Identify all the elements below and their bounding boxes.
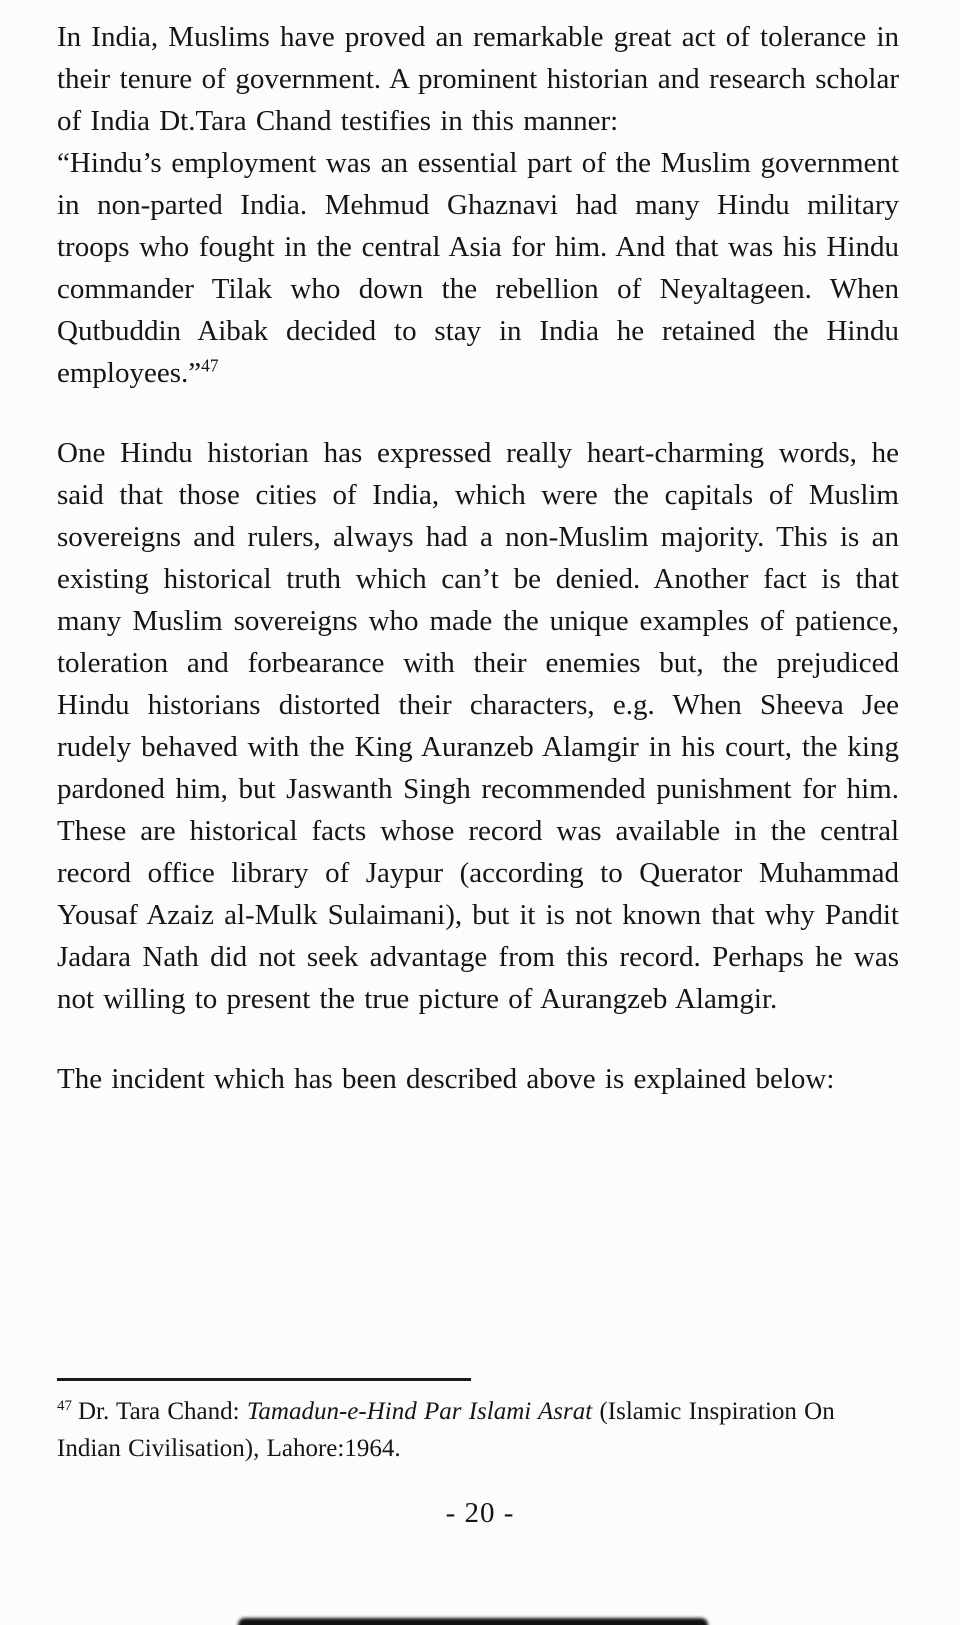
footnote-area — [57, 1378, 899, 1467]
quote-text: “Hindu’s employment was an essential part of the Muslim government in non-parted India. Mehmud Ghaznavi had many Hindu military troops who fought in the central Asia for him. And that was his Hindu commander Tilak who down the rebellion of Neyaltageen. When Qutbuddin Aibak decided to stay in India he retained the Hindu employees.” — [57, 147, 899, 389]
page-number: - 20 - — [445, 1497, 515, 1529]
paragraph-main: One Hindu historian has expressed really heart-charming words, he said that those cities of India, which were the capitals of Muslim sovereigns and rulers, always had a non-Muslim majority. This is an existing historical truth which can’t be denied. Another fact is that many Muslim sovereigns who made the unique examples of patience, toleration and forbearance with their enemies but, the prejudiced Hindu historians distorted their characters, e.g. When Sheeva Jee rudely behaved with the King Auranzeb Alamgir in his court, the king pardoned him, but Jaswanth Singh recommended punishment for him. These are historical facts whose record was available in the central record office library of Jaypur (according to Querator Muhammad Yousaf Azaiz al-Mulk Sulaimani), but it is not known that why Pandit Jadara Nath did not seek advantage from this record. Perhaps he was not willing to present the true picture of Aurangzeb Alamgir. — [57, 437, 899, 1015]
footnote-text-after: (Islamic Inspiration On Indian Civilisation), Lahore:1964. — [57, 1398, 835, 1462]
footnote-book-title: Tamadun-e-Hind Par Islami Asrat — [246, 1398, 593, 1425]
scan-edge-artifact — [238, 1618, 708, 1625]
footnote-text-before: Dr. Tara Chand: — [78, 1398, 247, 1425]
paragraph-intro: In India, Muslims have proved an remarkable great act of tolerance in their tenure of government. A prominent historian and research scholar of India Dt.Tara Chand testifies in this manner: — [57, 21, 899, 137]
footnote — [57, 1393, 899, 1467]
paragraph-closing: The incident which has been described above is explained below: — [57, 1063, 835, 1095]
footnote-number: 47 — [57, 1397, 72, 1414]
body-text — [57, 16, 899, 1100]
footnote-separator-rule — [57, 1378, 471, 1381]
footnote-reference-marker: 47 — [201, 355, 219, 376]
paragraph-quote — [57, 142, 899, 394]
